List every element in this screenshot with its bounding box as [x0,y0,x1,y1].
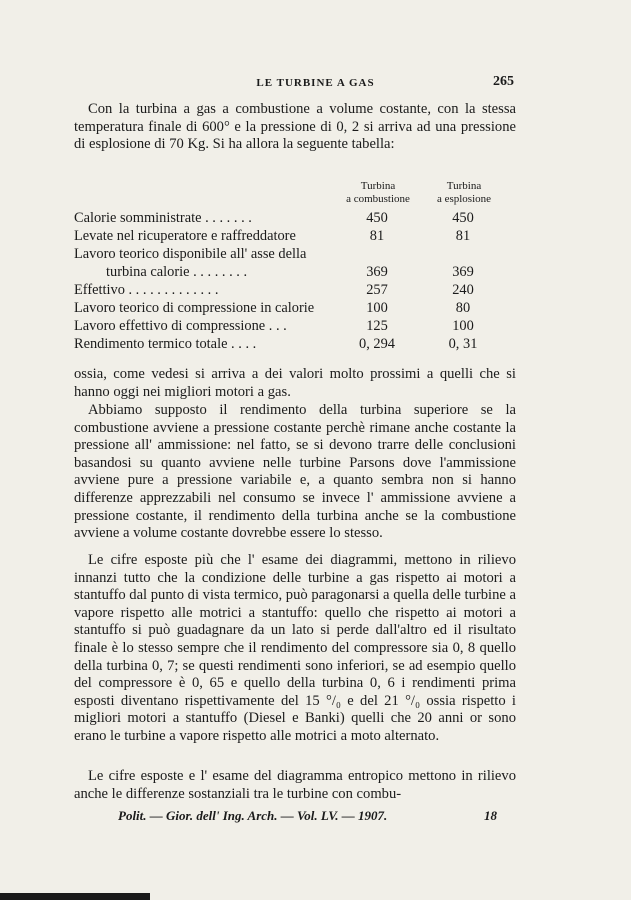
row-label: Rendimento termico totale . . . . [74,336,257,352]
table-row [74,317,514,335]
value-combustion: 450 [366,210,388,226]
table-row [74,227,514,245]
row-label: Levate nel ricuperatore e raffreddatore [74,228,296,244]
body-paragraph [74,768,516,803]
table-row [74,209,514,227]
row-label: Lavoro effettivo di compressione . . . [74,318,287,334]
paragraph-text: Le cifre esposte e l' esame del diagramma entropico mettono in rilievo anche le differenze sostanziali tra le turbine con combu- [74,768,516,802]
table-row [74,335,514,353]
paragraph-text: ossia, come vedesi si arriva a dei valori molto prossimi a quelli che si hanno oggi nei migliori motori a gas. [74,366,516,400]
after-table-paragraph [74,366,516,401]
value-explosion: 450 [452,210,474,226]
value-explosion: 80 [455,300,471,316]
column-header-explosion: Turbina a esplosione [436,180,492,205]
value-explosion: 369 [452,264,474,280]
paragraph-text: Abbiamo supposto il rendimento della turbina superiore se la combustione avviene a pressione costante perchè rimane anche costante la pressione all' ammissione: nel fatto, se si devono trarre delle conclusioni basandosi su quanto avviene nelle turbine Parsons dove l'ammissione avviene pure a pressione variabile e, a quanto sembra non si hanno differenze apprezzabili nel consumo se invece l' ammissione avviene a pressione costante, il rendimento della turbina anche se la combustione avviene a volume costante dovrebbe essere lo stesso. [74,402,516,542]
row-label: Lavoro teorico disponibile all' asse della [74,246,307,262]
table-row [74,281,514,299]
paragraph-text: Con la turbina a gas a combustione a volume costante, con la stessa temperatura finale di 600° e la pressione di 0, 2 si arriva ad una pressione di esplosione di 70 Kg. Si ha allora la seguente tabella: [74,101,516,153]
value-combustion: 369 [366,264,388,280]
row-label: Effettivo . . . . . . . . . . . . . [74,282,219,298]
intro-paragraph [74,101,516,154]
footer-citation: Polit. — Gior. dell' Ing. Arch. — Vol. LV. — 1907. [118,808,388,823]
value-explosion: 240 [452,282,474,298]
value-combustion: 125 [366,318,388,334]
body-paragraph [74,552,516,746]
row-label: turbina calorie . . . . . . . . [106,264,248,280]
footer-signature-number: 18 [484,808,497,823]
row-label: Calorie somministrate . . . . . . . [74,210,252,226]
column-header-combustion: Turbina a combustione [346,180,410,205]
body-paragraph [74,402,516,543]
table-row [74,245,514,263]
paragraph-text: Le cifre esposte più che l' esame dei diagrammi, mettono in rilievo innanzi tutto che la condizione delle turbine a gas rispetto ai motori a stantuffo dal punto di vista termico, può paragonarsi a quella delle turbine a vapore rispetto alle motrici a stantuffo: quello che rispetto ai motori a stantuffo si può guadagnare da un lato si perde dall'altro ed il risultato finale è lo stesso sempre che il rendimento del compressore sia 0, 8 quello della turbina 0, 7; se questi rendimenti sono inferiori, se ad esempio quello del compressore è 0, 65 e quello della turbina 0, 6 i rendimenti prima esposti diventano rispettivamente del 15 °/₀ e del 21 °/₀ ossia rispetto i migliori motori a stantuffo (Diesel e Banki) quelli che 20 anni or sono erano le turbine a vapore rispetto alle motrici a moto alternato. [74,552,516,744]
running-head: LE TURBINE A GAS [256,77,375,89]
table-row [74,263,514,281]
value-combustion: 100 [366,300,388,316]
value-combustion: 0, 294 [359,336,395,352]
row-label: Lavoro teorico di compressione in calorie [74,300,315,316]
table-row [74,299,514,317]
scan-edge-mark [0,893,150,900]
value-explosion: 100 [452,318,474,334]
value-combustion: 257 [366,282,388,298]
value-explosion: 0, 31 [448,336,478,352]
value-explosion: 81 [455,228,471,244]
page-number: 265 [493,74,514,89]
value-combustion: 81 [369,228,385,244]
